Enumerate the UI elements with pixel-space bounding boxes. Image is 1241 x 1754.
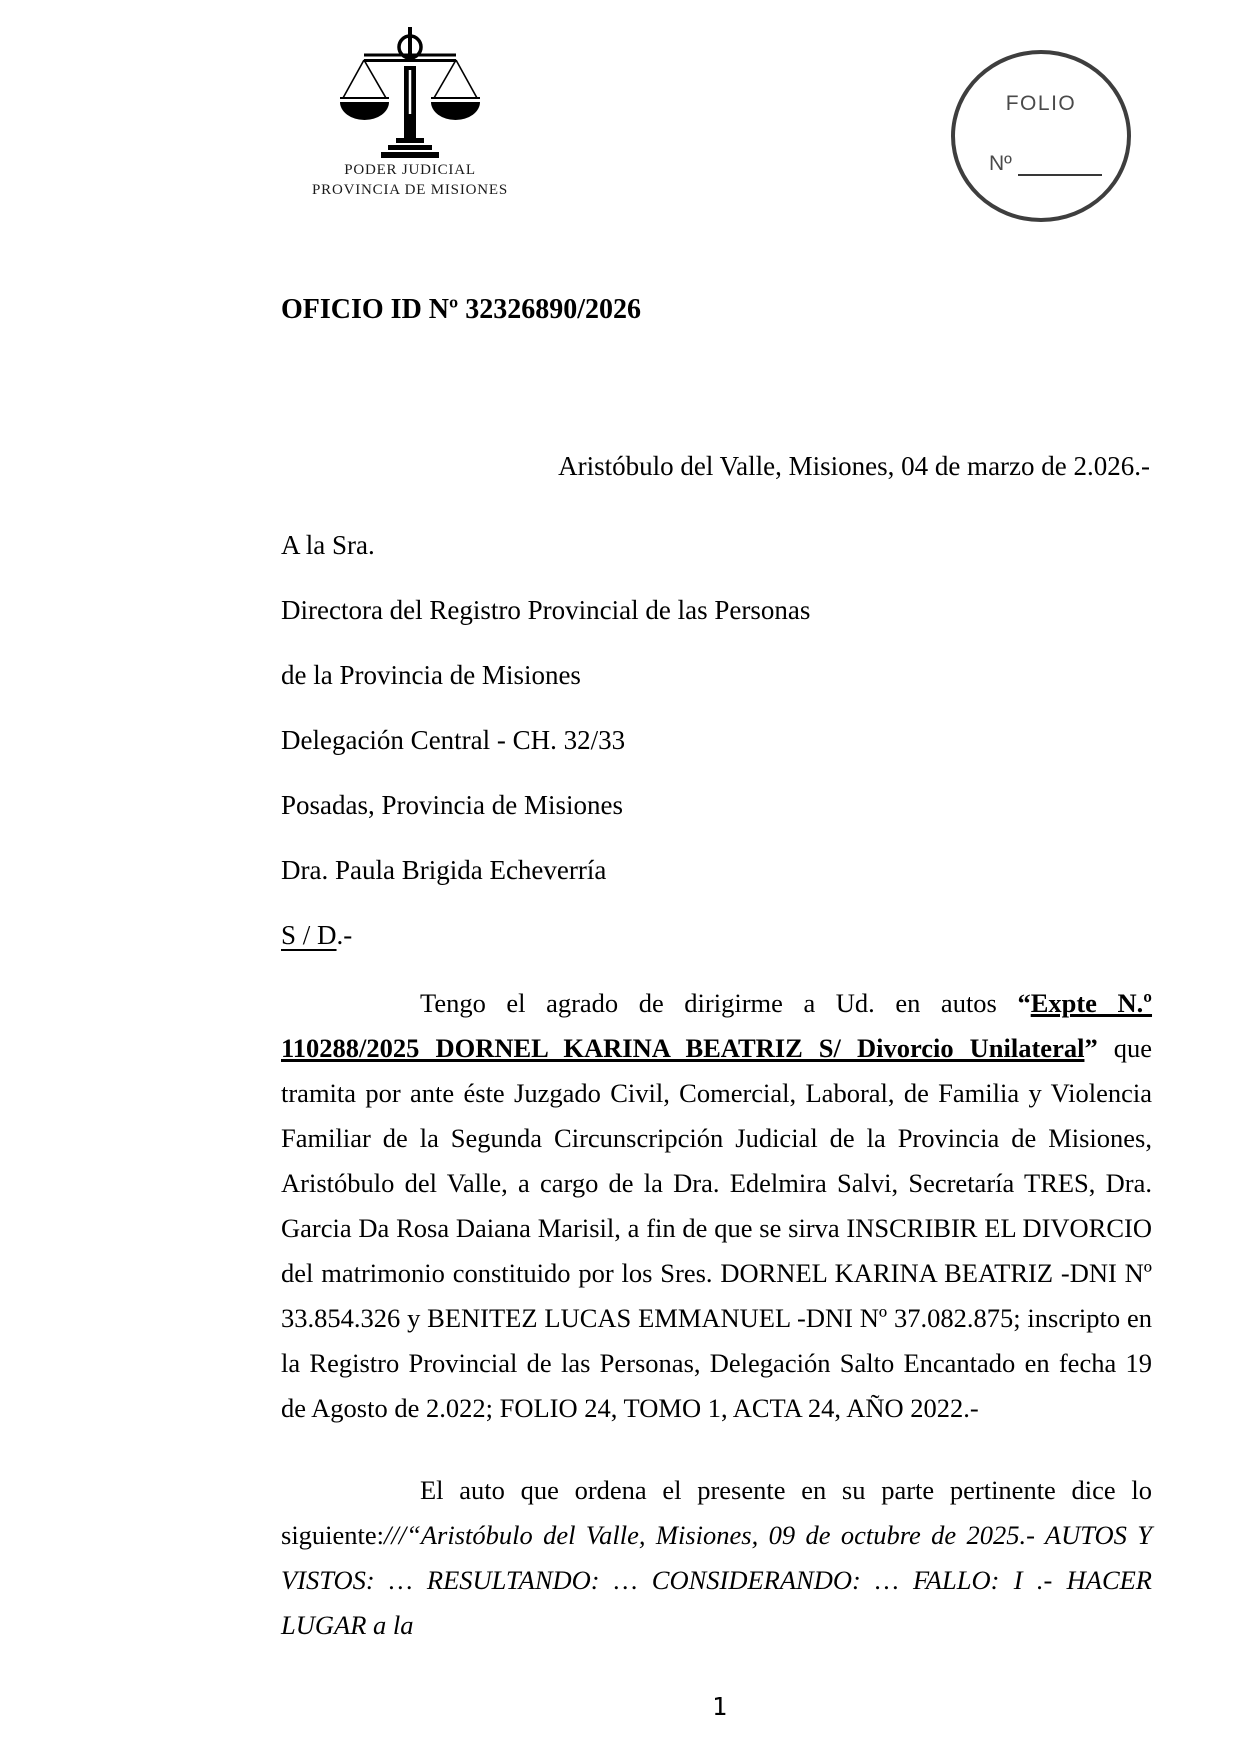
body-paragraph-2	[281, 1468, 1152, 1648]
p2-intro: El auto que ordena el presente en su parte pertinente dice lo	[420, 1475, 1152, 1505]
addressee-title: Directora del Registro Provincial de las Personas	[281, 595, 811, 625]
p1-quote-open: “	[1017, 988, 1031, 1018]
p2-siguiente: siguiente:	[281, 1520, 385, 1550]
folio-stamp	[951, 50, 1131, 222]
date-line: Aristóbulo del Valle, Misiones, 04 de marzo de 2.026.-	[558, 451, 1150, 481]
scales-of-justice-icon	[335, 26, 485, 160]
folio-stamp-blank-line	[1018, 148, 1102, 176]
addressee-city: Posadas, Provincia de Misiones	[281, 790, 623, 820]
p1-rest: que tramita por ante éste Juzgado Civil, Comercial, Laboral, de Familia y Violencia Familiar de la Segunda Circunscripción Judicial de la Provincia de Misiones, Aristóbulo del Valle, a cargo de la Dra. Edelmira Salvi, Secretaría TRES, Dra. Garcia Da Rosa Daiana Marisil, a fin de que se sirva INSCRIBIR EL DIVORCIO del matrimonio constituido por los Sres. DORNEL KARINA BEATRIZ -DNI Nº 33.854.326 y BENITEZ LUCAS EMMANUEL -DNI Nº 37.082.875; inscripto en la Registro Provincial de las Personas, Delegación Salto Encantado en fecha 19 de Agosto de 2.022; FOLIO 24, TOMO 1, ACTA 24, AÑO 2022.-	[281, 1033, 1153, 1423]
p2-quoted-rest-italic: del Valle, Misiones, 09 de octubre de 2025.- AUTOS Y VISTOS: … RESULTANDO: … CONSIDERANDO: … FALLO: I .- HACER LUGAR a la	[281, 1520, 1152, 1640]
p1-expediente-underlined: Expte N.º 110288/2025 DORNEL KARINA BEATRIZ S/ Divorcio Unilateral	[281, 988, 1153, 1063]
p2-siguiente-group	[281, 1520, 533, 1550]
court-logo	[300, 26, 520, 200]
addressee-sd	[281, 918, 810, 983]
p1-intro: Tengo el agrado de dirigirme a Ud. en autos	[420, 988, 1018, 1018]
logo-text-line1: PODER JUDICIAL	[344, 162, 476, 178]
addressee-block	[281, 528, 810, 983]
page-number: 1	[712, 1692, 728, 1721]
p1-quote-close: ”	[1084, 1033, 1098, 1063]
addressee-delegation: Delegación Central - CH. 32/33	[281, 725, 626, 755]
logo-text-line2: PROVINCIA DE MISIONES	[312, 182, 508, 198]
addressee-province: de la Provincia de Misiones	[281, 660, 581, 690]
folio-stamp-number-label: Nº	[989, 152, 1012, 175]
oficio-id-title: OFICIO ID Nº 32326890/2026	[281, 294, 642, 325]
p2-quoted-start-italic: ///“Aristóbulo	[384, 1520, 533, 1550]
folio-stamp-number	[989, 148, 1102, 176]
addressee-name: Dra. Paula Brigida Echeverría	[281, 855, 607, 885]
folio-stamp-title: FOLIO	[1005, 92, 1077, 115]
sd-underlined: S / D	[281, 920, 337, 950]
addressee-salutation: A la Sra.	[281, 530, 375, 560]
body-paragraph-1	[281, 981, 1152, 1431]
sd-suffix: .-	[336, 920, 353, 950]
